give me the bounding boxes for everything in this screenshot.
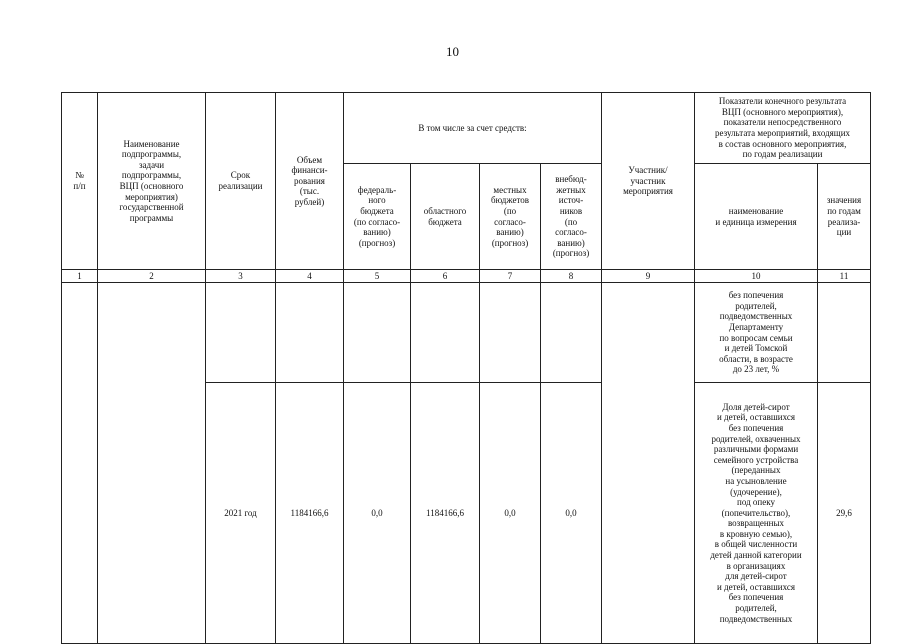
- header-number: № п/п: [62, 93, 98, 270]
- header-extrabudget: внебюд- жетных источ- ников (по согласо- ванию) (прогноз): [541, 164, 602, 270]
- column-number: 10: [695, 270, 818, 283]
- header-local: местных бюджетов (по согласо- ванию) (прогноз): [480, 164, 541, 270]
- cell-total: 1184166,6: [276, 383, 344, 644]
- cell-indicator-value: [818, 283, 871, 383]
- page-number: 10: [446, 44, 459, 59]
- cell-indicator-name: Доля детей-сирот и детей, оставшихся без попечения родителей, охваченных различными формами семейного устройства (переданных на усыновление (удочерение), под опеку (попечительство), возвращенных в кровную семью), в общей численности детей данной категории в организациях для детей-сирот и детей, оставшихся без попечения родителей, подведомственных: [695, 383, 818, 644]
- column-number: 3: [206, 270, 276, 283]
- header-name: Наименование подпрограммы, задачи подпрограммы, ВЦП (основного мероприятия) государственной программы: [98, 93, 206, 270]
- cell-federal: 0,0: [344, 383, 411, 644]
- cell-indicator-name: без попечения родителей, подведомственных Департаменту по вопросам семьи и детей Томской области, в возрасте до 23 лет, %: [695, 283, 818, 383]
- column-number: 11: [818, 270, 871, 283]
- cell-local: 0,0: [480, 383, 541, 644]
- cell-extrabudget: [541, 283, 602, 383]
- column-numbers-row: [62, 270, 871, 283]
- header-indicators-group: Показатели конечного результата ВЦП (основного мероприятия), показатели непосредственного результата мероприятий, входящих в состав основного мероприятия, по годам реализации: [695, 93, 871, 164]
- table-row: [62, 283, 871, 383]
- column-number: 1: [62, 270, 98, 283]
- header-participant: Участник/ участник мероприятия: [602, 93, 695, 270]
- program-table: [61, 92, 871, 644]
- cell-regional: [411, 283, 480, 383]
- cell-indicator-value: 29,6: [818, 383, 871, 644]
- cell-extrabudget: 0,0: [541, 383, 602, 644]
- header-period: Срок реализации: [206, 93, 276, 270]
- column-number: 7: [480, 270, 541, 283]
- cell-federal: [344, 283, 411, 383]
- cell-number: [62, 283, 98, 644]
- cell-period: 2021 год: [206, 383, 276, 644]
- cell-name: [98, 283, 206, 644]
- header-regional: областного бюджета: [411, 164, 480, 270]
- header-volume: Объем финанси- рования (тыс. рублей): [276, 93, 344, 270]
- column-number: 6: [411, 270, 480, 283]
- column-number: 2: [98, 270, 206, 283]
- cell-participant: [602, 283, 695, 644]
- cell-period: [206, 283, 276, 383]
- cell-local: [480, 283, 541, 383]
- column-number: 9: [602, 270, 695, 283]
- column-number: 4: [276, 270, 344, 283]
- header-federal: федераль- ного бюджета (по согласо- ванию) (прогноз): [344, 164, 411, 270]
- cell-total: [276, 283, 344, 383]
- header-sources-group: В том числе за счет средств:: [344, 93, 602, 164]
- column-number: 5: [344, 270, 411, 283]
- header-indicator-value: значения по годам реализа- ции: [818, 164, 871, 270]
- column-number: 8: [541, 270, 602, 283]
- cell-regional: 1184166,6: [411, 383, 480, 644]
- header-indicator-name: наименование и единица измерения: [695, 164, 818, 270]
